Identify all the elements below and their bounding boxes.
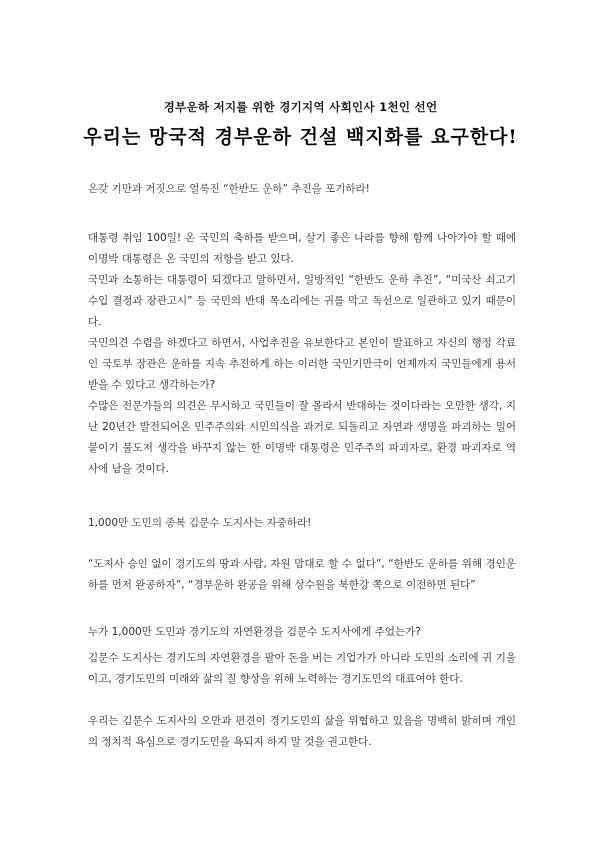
paragraph: 김문수 도지사는 경기도의 자연환경을 팔아 돈을 버는 기업가가 아니라 도민의 소리에 귀 기울이고, 경기도민의 미래와 삶의 질 향상을 위해 노력하는 경기도민의 대표여야 한다. bbox=[88, 652, 516, 685]
paragraph: 국민과 소통하는 대통령이 되겠다고 말하면서, 일방적인 “한반도 운하 추진”, “미국산 쇠고기 수입 결정과 장관고시” 등 국민의 반대 목소리에는 귀를 막고 독선으로 일관하고 있기 때문이다. bbox=[88, 274, 516, 328]
document-title: 우리는 망국적 경부운하 건설 백지화를 요구한다! bbox=[83, 126, 518, 148]
section-heading: 1,000만 도민의 종복 김문수 도지사는 자중하라! bbox=[88, 517, 312, 529]
paragraph: 수많은 전문가들의 의견은 무시하고 국민들이 잘 몰라서 반대하는 것이다라는 오만한 생각, 지난 20년간 발전되어온 민주주의와 시민의식을 과거로 되돌리고 자연과 생명을 파괴하는 밀어붙이기 불도저 생각을 바꾸지 않는 한 이명박 대통령은 민주주의 파괴자로, 환경 파괴자로 역사에 남을 것이다. bbox=[88, 400, 516, 475]
paragraph: 국민의견 수렴을 하겠다고 하면서, 사업추진을 유보한다고 본인이 발표하고 자신의 행정 각료인 국토부 장관은 운하를 지속 추진하게 하는 이러한 국민기만극이 언제까지 국민들에게 용서 받을 수 있다고 생각하는가? bbox=[88, 337, 516, 391]
paragraph: “도지사 승인 없이 경기도의 땅과 사람, 자원 맘대로 할 수 없다”, “한반도 운하를 위해 경인운하를 먼저 완공하자”, “경부운하 완공을 위해 상수원을 북한강 쪽으로 이전하면 된다” bbox=[88, 558, 516, 591]
paragraph: 우리는 김문수 도지사의 오만과 편견이 경기도민의 삶을 위협하고 있음을 명백히 밝히며 개인의 정치적 욕심으로 경기도민을 욕되지 하지 말 것을 권고한다. bbox=[88, 715, 516, 748]
section-heading: 온갖 기만과 거짓으로 얼룩진 “한반도 운하” 추진을 포기하라! bbox=[88, 183, 370, 195]
document-subtitle: 경부운하 저지를 위한 경기지역 사회인사 1천인 선언 bbox=[163, 100, 438, 114]
paragraph: 누가 1,000만 도민과 경기도의 자연환경을 김문수 도지사에게 주었는가? bbox=[88, 626, 421, 638]
paragraph: 대통령 취임 100일! 온 국민의 축하를 받으며, 살기 좋은 나라를 향해 함께 나아가야 할 때에 이명박 대통령은 온 국민의 저항을 받고 있다. bbox=[88, 232, 516, 265]
